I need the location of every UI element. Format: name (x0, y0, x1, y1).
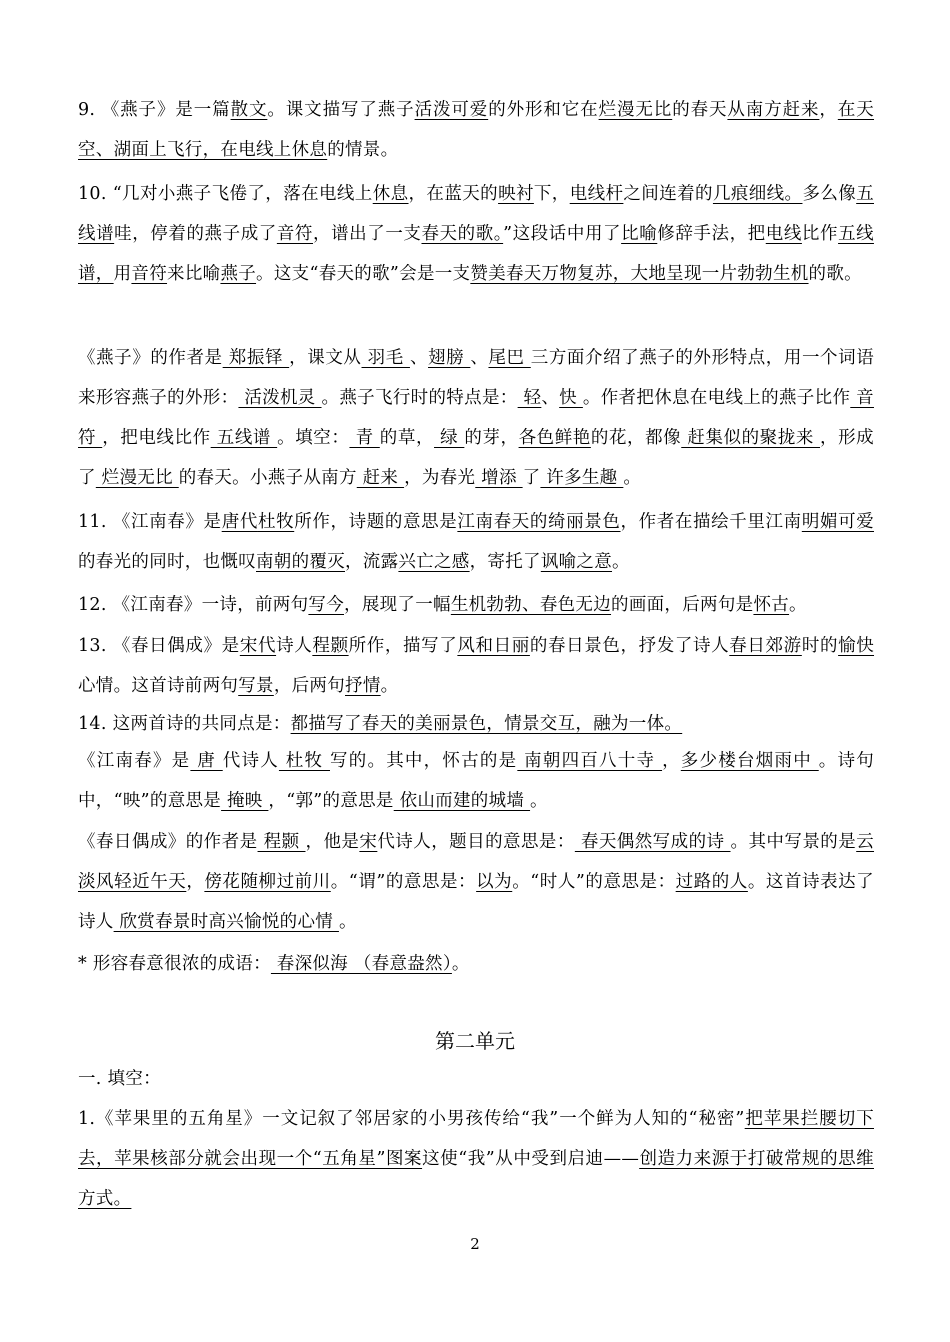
answer-blank: 散文 (230, 100, 268, 120)
text: 这使“我”从中受到启迪—— (422, 1149, 640, 1169)
answer-blank: 写今 (308, 595, 345, 615)
answer-blank: 烂漫无比 (598, 100, 673, 120)
answer-blank: 傍花随柳过前川 (204, 872, 331, 892)
text: ，流露 (345, 552, 399, 572)
text: ”这段话中用了 (503, 224, 622, 244)
answer-blank: 音符 (131, 264, 168, 284)
text: ，把电线比作 (102, 428, 211, 448)
text: 、 (470, 348, 489, 368)
answer-blank: 轻 (517, 388, 542, 408)
text: 。 (612, 552, 630, 572)
paragraph-question-1 (78, 1099, 874, 1219)
paragraph-chunri-oucheng (78, 822, 874, 942)
text: 诗人 (276, 636, 313, 656)
answer-blank: 多少楼台烟雨中 (680, 751, 819, 771)
answer-blank: 生机勃勃、春色无边 (450, 595, 612, 615)
answer-blank: 青 (349, 428, 380, 448)
paragraph-item-10 (78, 174, 874, 294)
text: 12. 《江南春》一诗，前两句 (78, 595, 309, 615)
text: 多么像 (802, 184, 857, 204)
answer-blank: 春深似海 （春意盎然） (270, 954, 452, 974)
answer-blank: 郑振铎 (222, 348, 290, 368)
paragraph-item-14 (78, 704, 874, 744)
paragraph-item-13 (78, 626, 874, 706)
text: 三方面介绍了燕子的外形特点，用一个词语来形容燕子的外形： (78, 348, 875, 408)
text: 的芽， (464, 428, 519, 448)
text: 的春日景色，抒发了诗人 (529, 636, 730, 656)
answer-blank: 五线谱， (78, 224, 874, 284)
text: 心情。这首诗前两句 (78, 676, 239, 696)
text: 了 (522, 468, 541, 488)
section-label: 一. 填空： (78, 1069, 161, 1089)
answer-blank: 都描写了春天的美丽景色，情景交互，融为一体。 (290, 714, 683, 734)
text: 9. 《燕子》是一篇 (78, 100, 231, 120)
text: ，课文从 (289, 348, 362, 368)
paragraph-item-12 (78, 585, 874, 625)
answer-blank: 江南春天的绮丽景色 (457, 512, 621, 532)
text: 。 (623, 468, 642, 488)
text: 所作，诗题的意思是 (294, 512, 458, 532)
answer-blank: 程颢 (312, 636, 349, 656)
answer-blank: 电线杆 (569, 184, 624, 204)
text: ，谱出了一支 (313, 224, 422, 244)
answer-blank: 五线谱 (210, 428, 278, 448)
text: ， (186, 872, 205, 892)
text: 比作 (801, 224, 839, 244)
text: * 形容春意很浓的成语： (78, 954, 271, 974)
answer-blank: 燕子 (220, 264, 257, 284)
text: 时的 (801, 636, 839, 656)
text: ，寄托了 (469, 552, 541, 572)
text: ，形成了 (78, 428, 874, 488)
answer-blank: 活泼机灵 (238, 388, 322, 408)
text: 。 (451, 954, 470, 974)
answer-blank: 翅膀 (428, 348, 471, 368)
text: 14. 这两首诗的共同点是： (78, 714, 291, 734)
paragraph-item-9 (78, 90, 874, 170)
answer-blank: 南朝的覆灭 (256, 552, 345, 572)
text: 的春光的同时，也慨叹 (78, 552, 256, 572)
answer-blank: 杜牧 (257, 512, 295, 532)
answer-blank: 程颢 (257, 832, 306, 852)
answer-blank: 比喻 (621, 224, 658, 244)
answer-blank: 明媚可爱 (801, 512, 874, 532)
text: 1.《苹果里的五角星》一文记叙了邻居家的小男孩传给“我”一个鲜为人知的“秘密” (78, 1109, 745, 1129)
paragraph-idiom (78, 944, 874, 984)
answer-blank: 几痕细线。 (712, 184, 803, 204)
answer-blank: 怀古 (753, 595, 790, 615)
text: 的外形和它在 (488, 100, 599, 120)
text: ，“郭”的意思是 (268, 791, 394, 811)
text: 来比喻 (167, 264, 221, 284)
text: 。燕子飞行时的特点是： (321, 388, 518, 408)
answer-blank: 兴亡之感 (398, 552, 470, 572)
text: 。其中写景的是 (730, 832, 857, 852)
unit-heading: 第二单元 (435, 1029, 515, 1053)
text: 的春天 (672, 100, 728, 120)
answer-blank: 赞美春天万物复苏，大地呈现一片勃勃生机 (470, 264, 809, 284)
answer-blank: 宋 (359, 832, 378, 852)
text: 。这支“春天的歌”会是一支 (256, 264, 471, 284)
paragraph-item-11 (78, 502, 874, 582)
text: 。诗句中，“映”的意思是 (78, 751, 874, 811)
answer-blank: 赶来 (356, 468, 405, 488)
text: ，作者在描绘千里江南 (620, 512, 802, 532)
answer-blank: 过路的人 (675, 872, 748, 892)
text: 的画面，后两句是 (611, 595, 754, 615)
text: 写的。其中，怀古的是 (330, 751, 518, 771)
answer-blank: 休息 (372, 184, 409, 204)
page-number: 2 (470, 1235, 480, 1253)
text: 、 (541, 388, 560, 408)
answer-blank: 抒情 (345, 676, 381, 696)
answer-blank: 唐 (190, 751, 223, 771)
text: 代诗人 (222, 751, 279, 771)
answer-blank: 把苹果拦腰切下去，苹果核部分就会出现一个“五角星”图案 (78, 1109, 874, 1169)
text: 13. 《春日偶成》是 (78, 636, 240, 656)
answer-blank: 活泼可爱 (414, 100, 489, 120)
text: 、 (409, 348, 429, 368)
text: 。 (530, 791, 548, 811)
text: 修辞手法，把 (657, 224, 766, 244)
text: 的歌。 (808, 264, 862, 284)
answer-blank: 讽喻之意 (540, 552, 613, 572)
answer-blank: 云淡风轻近午天 (78, 832, 875, 892)
answer-blank: 春天偶然写成的诗 (574, 832, 731, 852)
answer-blank: 掩映 (221, 791, 269, 811)
answer-blank: 许多生趣 (540, 468, 624, 488)
text: 。课文描写了燕子 (267, 100, 415, 120)
text: 《春日偶成》的作者是 (78, 832, 258, 852)
answer-blank: 快 (559, 388, 583, 408)
text: 的花，都像 (590, 428, 682, 448)
answer-blank: 电线 (765, 224, 802, 244)
text: ， (662, 751, 681, 771)
answer-blank: 愉快 (838, 636, 875, 656)
answer-blank: 以为 (476, 872, 513, 892)
answer-blank: 烂漫无比 (95, 468, 179, 488)
answer-blank: 写景 (238, 676, 274, 696)
paragraph-swallow-summary (78, 338, 874, 498)
answer-blank: 羽毛 (361, 348, 410, 368)
answer-blank: 音符 (78, 388, 874, 448)
answer-blank: 南朝四百八十寺 (517, 751, 663, 771)
answer-blank: 欣赏春景时高兴愉悦的心情 (113, 912, 339, 932)
text: 。这首诗表达了诗人 (78, 872, 874, 932)
text: 。作者把休息在电线上的燕子比作 (582, 388, 851, 408)
text: 。 (380, 676, 399, 696)
answer-blank: 尾巴 (488, 348, 531, 368)
answer-blank: 在天空、湖面上飞行，在电线上休息 (78, 100, 875, 160)
answer-blank: 风和日丽 (457, 636, 530, 656)
text: 《燕子》的作者是 (78, 348, 223, 368)
text: ，后两句 (273, 676, 346, 696)
text: ， (819, 100, 838, 120)
answer-blank: 春天的歌。 (421, 224, 504, 244)
text: 。“时人”的意思是： (512, 872, 676, 892)
text: 的情景。 (327, 140, 399, 160)
text: ，他是 (305, 832, 360, 852)
answer-blank: 赶集似的聚拢来 (681, 428, 821, 448)
text: 下， (533, 184, 570, 204)
answer-blank: 从南方赶来 (727, 100, 820, 120)
answer-blank: 宋代 (239, 636, 277, 656)
text: 。填空： (277, 428, 350, 448)
answer-blank: 依山而建的城墙 (393, 791, 531, 811)
answer-blank: 杜牧 (278, 751, 330, 771)
text: 。 (338, 912, 357, 932)
answer-blank: 映衬 (498, 184, 534, 204)
paragraph-jiangnan-chun (78, 741, 874, 821)
text: 的草， (379, 428, 435, 448)
text: 用 (113, 264, 132, 284)
text: ，展现了一幅 (344, 595, 451, 615)
text: 哇，停着的燕子成了 (114, 224, 277, 244)
text: ，在蓝天的 (408, 184, 499, 204)
text: 11. 《江南春》是 (78, 512, 222, 532)
text: 《江南春》是 (78, 751, 191, 771)
text: 10. “几对小燕子飞倦了，落在电线上 (78, 184, 373, 204)
answer-blank: 五线谱 (78, 184, 874, 244)
text: 的春天。小燕子从南方 (178, 468, 357, 488)
text: ，为春光 (404, 468, 476, 488)
text: 所作，描写了 (348, 636, 458, 656)
answer-blank: 各色鲜艳 (518, 428, 591, 448)
text: 之间连着的 (623, 184, 713, 204)
text: 。“谓”的意思是： (330, 872, 477, 892)
answer-blank: 增添 (475, 468, 523, 488)
answer-blank: 音符 (276, 224, 314, 244)
answer-blank: 唐代 (221, 512, 258, 532)
text: 代诗人，题目的意思是： (377, 832, 575, 852)
answer-blank: 创造力来源于打破常规的思维方式。 (78, 1149, 874, 1209)
answer-blank: 春日郊游 (729, 636, 802, 656)
answer-blank: 绿 (434, 428, 465, 448)
text: 。 (789, 595, 807, 615)
